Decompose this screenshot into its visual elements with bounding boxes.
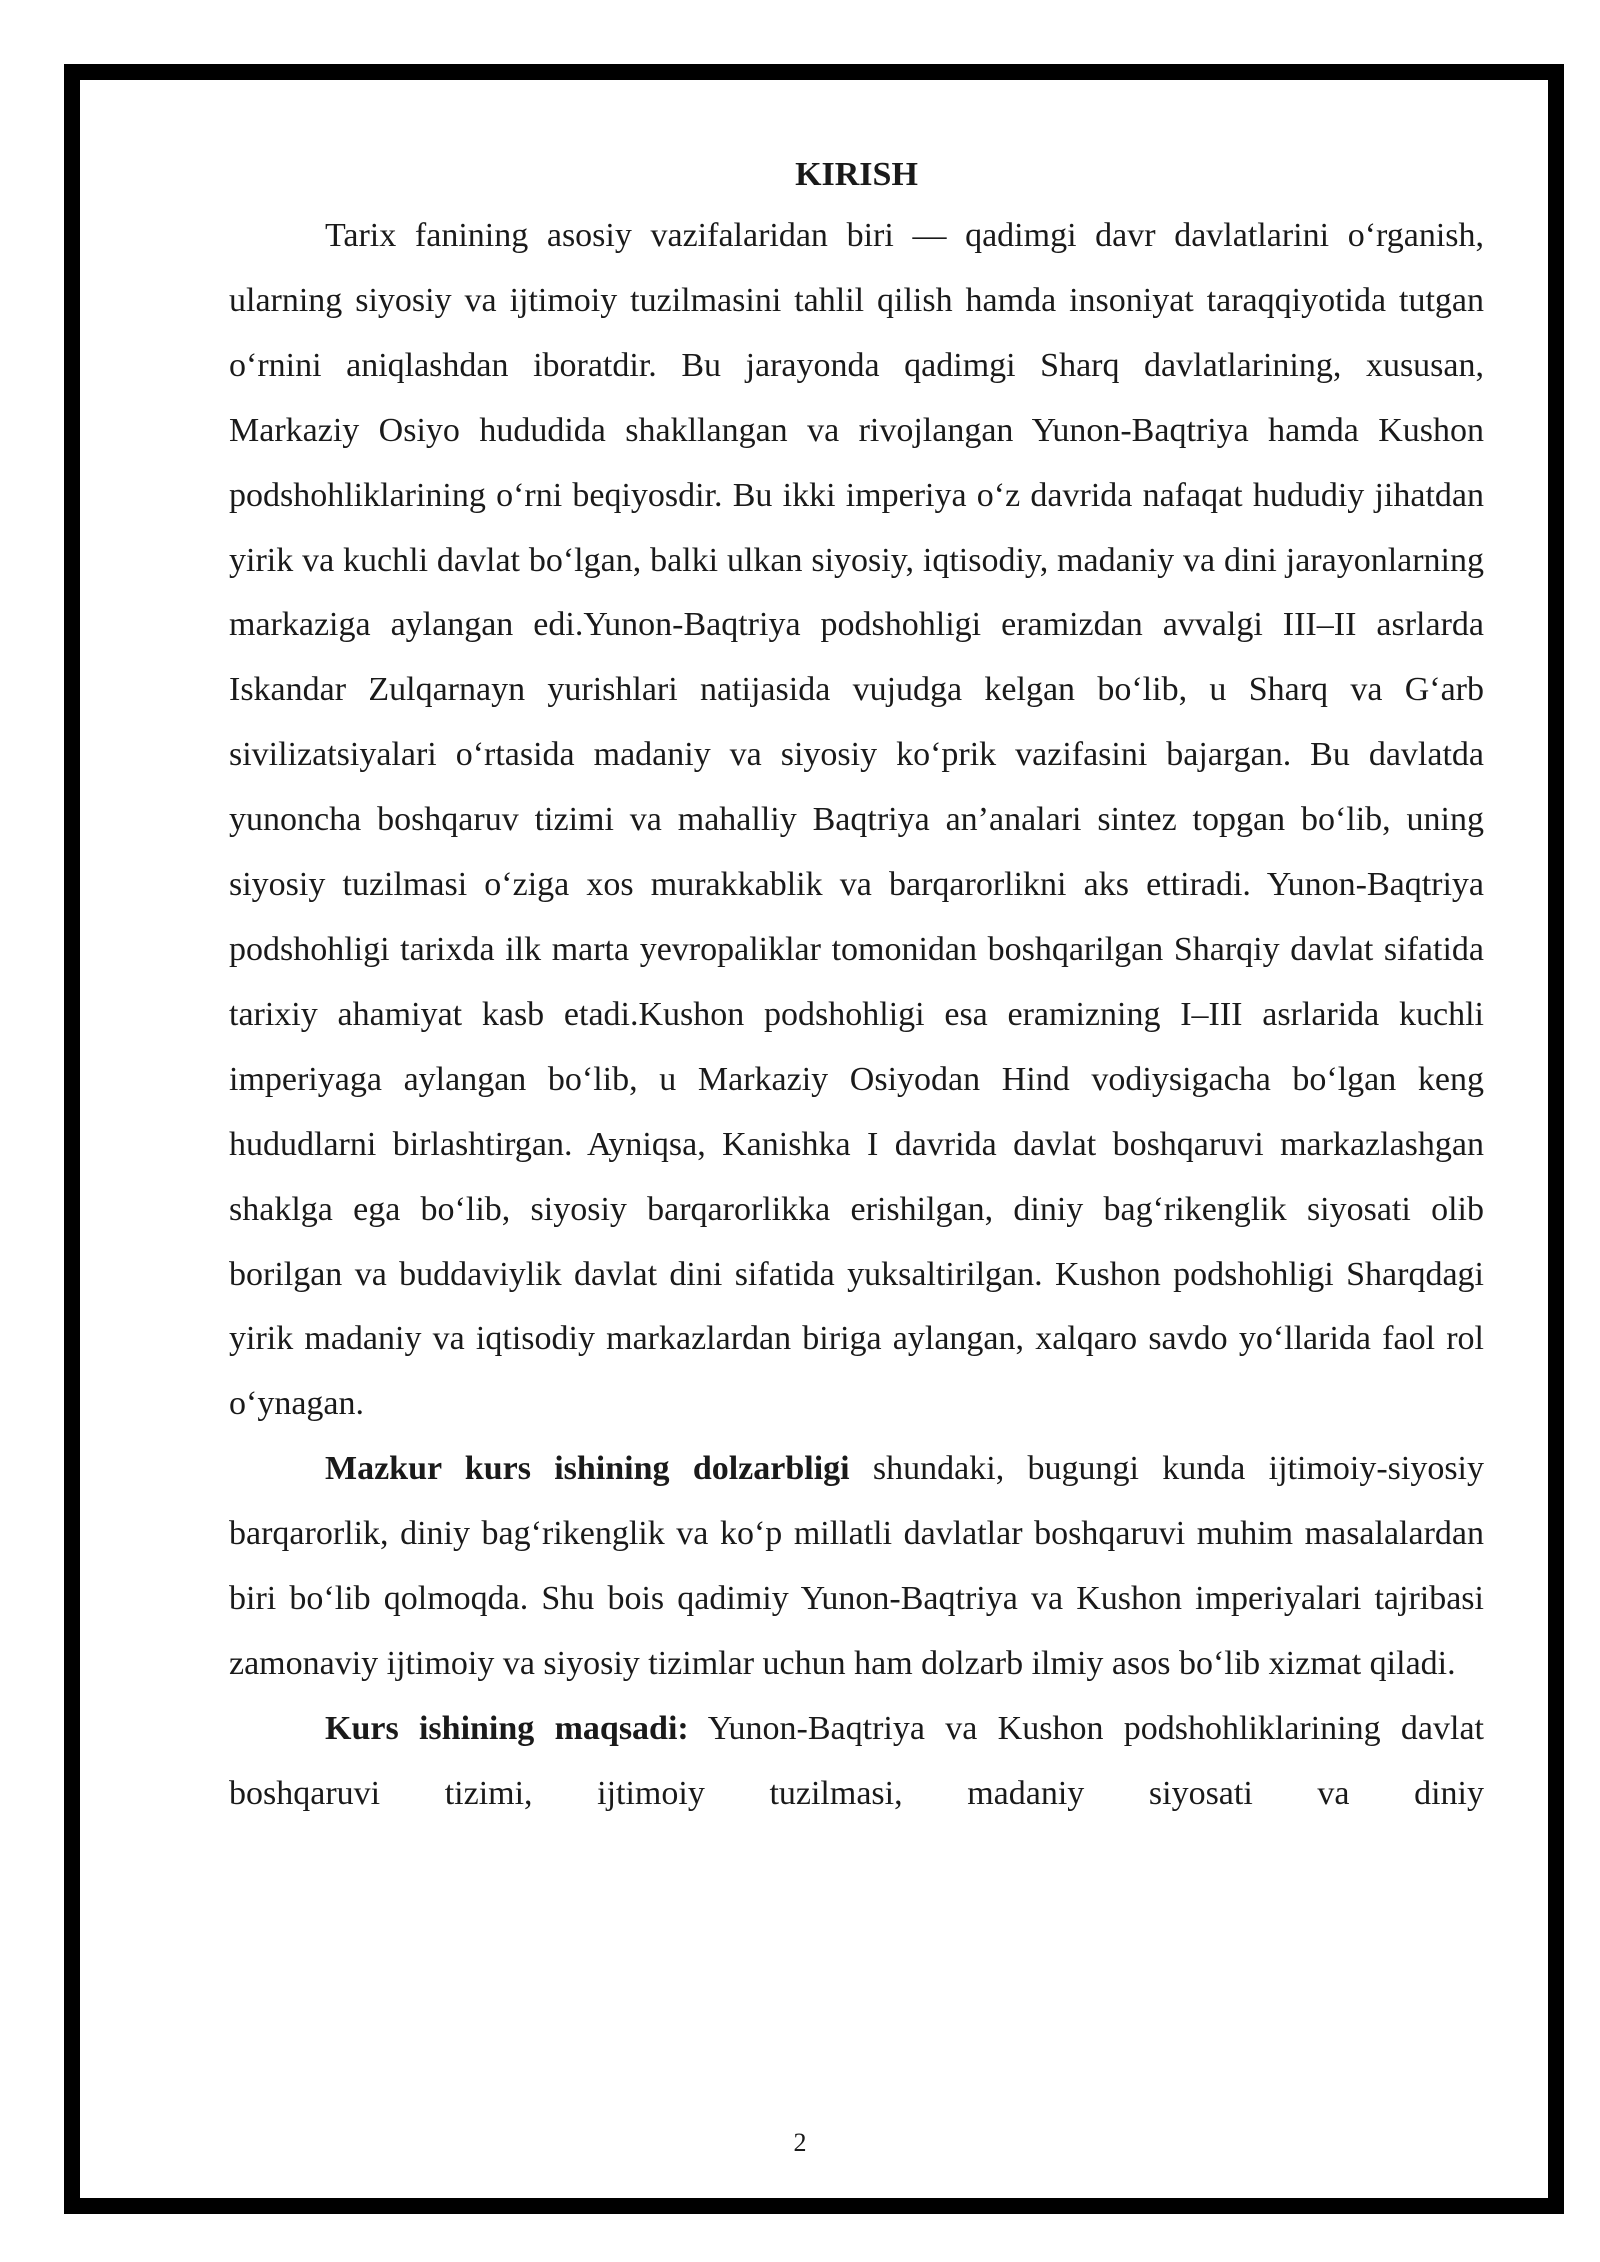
document-body [229, 146, 1484, 1827]
section-heading: KIRISH [795, 156, 918, 193]
relevance-text: shundaki, bugungi kunda ijtimoiy-siyosiy barqarorlik, diniy bag‘rikenglik va ko‘p millatli davlatlar boshqaruvi muhim masalalardan biri bo‘lib qolmoqda. Shu bois qadimiy Yunon-Baqtriya va Kushon imperiyalari tajribasi zamonaviy ijtimoiy va siyosiy tizimlar uchun ham dolzarb ilmiy asos bo‘lib xizmat qiladi. [229, 1450, 1485, 1682]
intro-paragraph: Tarix fanining asosiy vazifalaridan biri — qadimgi davr davlatlarini o‘rganish, ularning siyosiy va ijtimoiy tuzilmasini tahlil qilish hamda insoniyat taraqqiyotida tutgan o‘rnini aniqlashdan iboratdir. Bu jarayonda qadimgi Sharq davlatlarining, xususan, Markaziy Osiyo hududida shakllangan va rivojlangan Yunon-Baqtriya hamda Kushon podshohliklarining o‘rni beqiyosdir. Bu ikki imperiya o‘z davrida nafaqat hududiy jihatdan yirik va kuchli davlat bo‘lgan, balki ulkan siyosiy, iqtisodiy, madaniy va dini jarayonlarning markaziga aylangan edi.Yunon-Baqtriya podshohligi eramizdan avvalgi III–II asrlarda Iskandar Zulqarnayn yurishlari natijasida vujudga kelgan bo‘lib, u Sharq va G‘arb sivilizatsiyalari o‘rtasida madaniy va siyosiy ko‘prik vazifasini bajargan. Bu davlatda yunoncha boshqaruv tizimi va mahalliy Baqtriya an’analari sintez topgan bo‘lib, uning siyosiy tuzilmasi o‘ziga xos murakkablik va barqarorlikni aks ettiradi. Yunon-Baqtriya podshohligi tarixda ilk marta yevropaliklar tomonidan boshqarilgan Sharqiy davlat sifatida tarixiy ahamiyat kasb etadi.Kushon podshohligi esa eramizning I–III asrlarida kuchli imperiyaga aylangan bo‘lib, u Markaziy Osiyodan Hind vodiysigacha bo‘lgan keng hududlarni birlashtirgan. Ayniqsa, Kanishka I davrida davlat boshqaruvi markazlashgan shaklga ega bo‘lib, siyosiy barqarorlikka erishilgan, diniy bag‘rikenglik siyosati olib borilgan va buddaviylik davlat dini sifatida yuksaltirilgan. Kushon podshohligi Sharqdagi yirik madaniy va iqtisodiy markazlardan biriga aylangan, xalqaro savdo yo‘llarida faol rol o‘ynagan. [229, 217, 1484, 1423]
goal-text: Yunon-Baqtriya va Kushon podshohliklarining davlat boshqaruvi tizimi, ijtimoiy tuzilmasi, madaniy siyosati va diniy [229, 1709, 1484, 1812]
page-number: 2 [793, 2128, 807, 2157]
relevance-paragraph [229, 1437, 1484, 1697]
goal-label: Kurs ishining maqsadi: [325, 1709, 689, 1747]
relevance-label: Mazkur kurs ishining dolzarbligi [325, 1450, 850, 1488]
goal-paragraph [229, 1697, 1484, 1827]
